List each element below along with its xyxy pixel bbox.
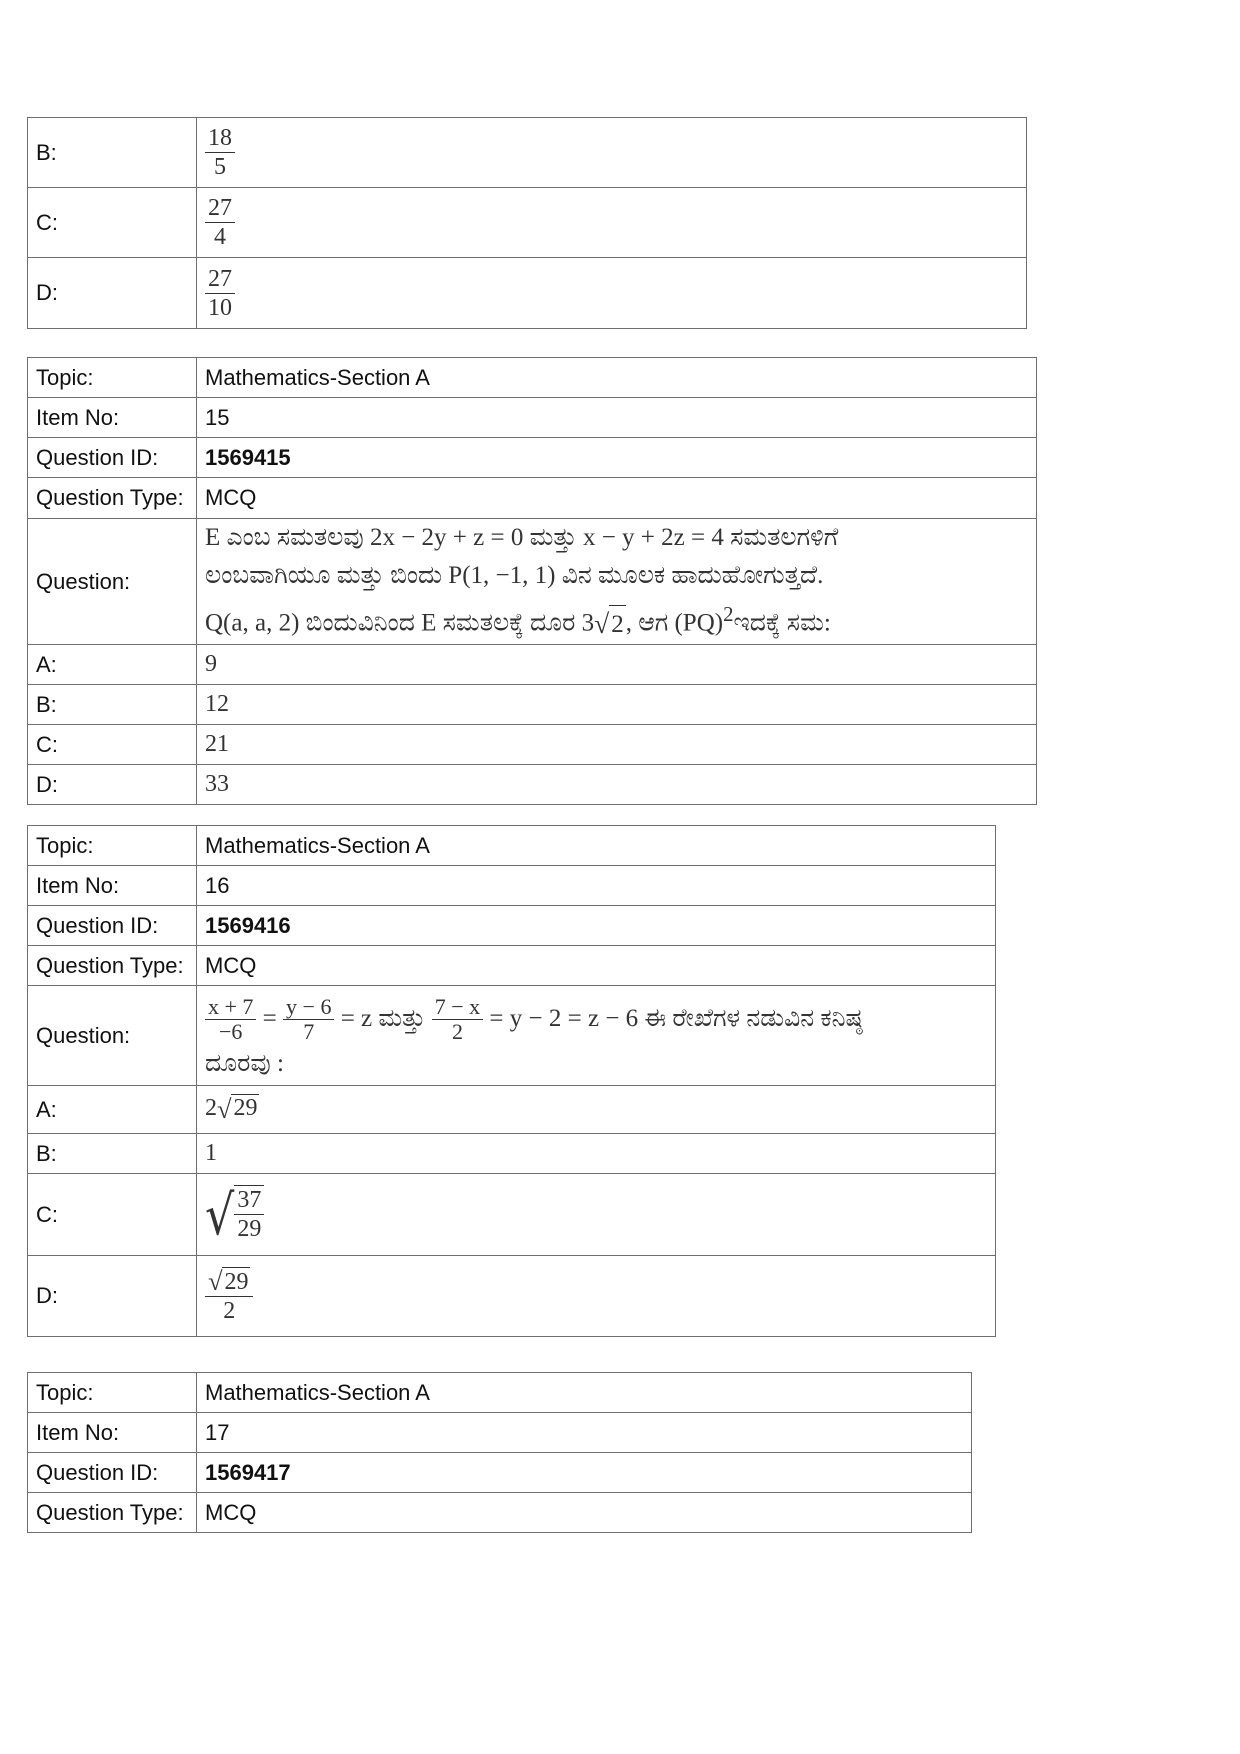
- question-id-label: Question ID:: [28, 906, 197, 946]
- sqrt-radicand: 29: [231, 1094, 259, 1125]
- option-row-c: [28, 725, 1037, 765]
- fraction-denominator: 7: [303, 1019, 315, 1045]
- option-label: B:: [28, 1134, 197, 1174]
- fraction-denominator: 10: [208, 294, 232, 321]
- fraction-denominator: 5: [214, 154, 226, 180]
- option-value: [197, 1256, 996, 1337]
- fraction-numerator: 27: [205, 265, 235, 294]
- option-label: C:: [28, 1174, 197, 1256]
- option-value: 9: [197, 645, 1037, 685]
- question-text: [197, 519, 1037, 645]
- question-type-label: Question Type:: [28, 478, 197, 519]
- option-row-d: [28, 258, 1027, 329]
- option-label: A:: [28, 645, 197, 685]
- fraction-numerator: y − 6: [283, 995, 334, 1020]
- topic-row: [28, 358, 1037, 398]
- topic-label: Topic:: [28, 826, 197, 866]
- question-type-label: Question Type:: [28, 1493, 197, 1533]
- superscript: 2: [723, 602, 734, 626]
- question-type-row: [28, 946, 996, 986]
- option-row-a: [28, 645, 1037, 685]
- option-label: C:: [28, 725, 197, 765]
- sqrt-radicand: 2: [609, 605, 626, 644]
- question-id-row: [28, 438, 1037, 478]
- coefficient: 2: [205, 1095, 217, 1122]
- question-fragment: , ಆಗ (PQ): [625, 609, 724, 637]
- option-value: [197, 1086, 996, 1134]
- option-label: A:: [28, 1086, 197, 1134]
- question-type-value: MCQ: [197, 478, 1037, 519]
- sqrt-icon: √: [594, 608, 610, 640]
- topic-label: Topic:: [28, 358, 197, 398]
- item-no-label: Item No:: [28, 1413, 197, 1453]
- option-value: [197, 1174, 996, 1256]
- question-line: $\frac{x + 7}{-6}$ = $\frac{y - 6}{7}$ = z ಮತ್ತು $\frac{7 - x}{2}$ = y − 2 = z − 6 ಈ ರೇಖೆಗಳ ನಡುವಿನ ಕನಿಷ್ಠ: [205, 991, 987, 1047]
- option-value: 1: [197, 1134, 996, 1174]
- topic-value: Mathematics-Section A: [197, 1373, 972, 1413]
- question-line: ಲಂಬವಾಗಿಯೂ ಮತ್ತು ಬಿಂದು P(1, −1, 1) ವಿನ ಮೂಲಕ ಹಾದುಹೋಗುತ್ತದೆ.: [205, 562, 824, 589]
- option-label: B:: [28, 685, 197, 725]
- option-label: B:: [28, 118, 197, 188]
- question-line: E ಎಂಬ ಸಮತಲವು 2x − 2y + z = 0 ಮತ್ತು x − y + 2z = 4 ಸಮತಲಗಳಿಗೆ: [205, 524, 839, 551]
- question-fragment: ಇದಕ್ಕೆ ಸಮ:: [733, 609, 831, 637]
- item-no-row: [28, 1413, 972, 1453]
- fraction-denominator: 2: [223, 1298, 236, 1325]
- question-id-row: [28, 1453, 972, 1493]
- item-no-row: [28, 398, 1037, 438]
- option-row-d: [28, 765, 1037, 805]
- option-value: [197, 188, 1027, 258]
- question-id-label: Question ID:: [28, 1453, 197, 1493]
- question-17-table: [27, 1372, 972, 1533]
- sqrt-icon: √: [208, 1266, 223, 1297]
- option-label: D:: [28, 258, 197, 329]
- question-label: Question:: [28, 986, 197, 1086]
- question-id-row: [28, 906, 996, 946]
- sqrt-icon: √: [217, 1094, 232, 1124]
- fraction-denominator: −6: [219, 1019, 243, 1045]
- topic-row: [28, 826, 996, 866]
- item-no-value: 17: [197, 1413, 972, 1453]
- option-row-c: [28, 188, 1027, 258]
- fraction-denominator: 4: [214, 224, 226, 250]
- option-value: 21: [197, 725, 1037, 765]
- option-label: D:: [28, 765, 197, 805]
- question-type-label: Question Type:: [28, 946, 197, 986]
- fraction-numerator: 27: [205, 194, 235, 223]
- fraction-denominator: 2: [451, 1019, 463, 1045]
- question-line: ದೂರವು :: [205, 1049, 284, 1077]
- option-row-b: [28, 1134, 996, 1174]
- question-type-row: [28, 478, 1037, 519]
- question-line: [205, 595, 1028, 644]
- topic-value: Mathematics-Section A: [197, 826, 996, 866]
- option-row-b: [28, 685, 1037, 725]
- question-row: [28, 986, 996, 1086]
- fraction-numerator: x + 7: [205, 995, 256, 1020]
- question-16-table: [27, 825, 996, 1337]
- option-label: D:: [28, 1256, 197, 1337]
- item-no-value: 16: [197, 866, 996, 906]
- fraction-numerator: 7 − x: [432, 995, 483, 1020]
- fraction-numerator: [205, 1267, 253, 1298]
- item-no-row: [28, 866, 996, 906]
- question-fragment: = z ಮತ್ತು: [340, 1004, 426, 1032]
- item-no-label: Item No:: [28, 866, 197, 906]
- question-type-value: MCQ: [197, 1493, 972, 1533]
- sqrt-radicand: 29: [224, 1269, 249, 1296]
- question-id-value: 1569417: [197, 1453, 972, 1493]
- option-value: 12: [197, 685, 1037, 725]
- option-row-b: [28, 118, 1027, 188]
- question-15-table: [27, 357, 1037, 805]
- fraction-numerator: 18: [205, 124, 235, 153]
- question-label: Question:: [28, 519, 197, 645]
- fraction-denominator: 29: [237, 1215, 262, 1242]
- question-id-label: Question ID:: [28, 438, 197, 478]
- question-row: [28, 519, 1037, 645]
- question-fragment: Q(a, a, 2) ಬಿಂದುವಿನಿಂದ E ಸಮತಲಕ್ಕೆ ದೂರ 3: [205, 609, 595, 637]
- option-row-d: [28, 1256, 996, 1337]
- option-row-c: [28, 1174, 996, 1256]
- option-row-a: [28, 1086, 996, 1134]
- question-type-row: [28, 1493, 972, 1533]
- question-text: [197, 986, 996, 1086]
- item-no-label: Item No:: [28, 398, 197, 438]
- sqrt-icon: √: [205, 1182, 235, 1247]
- question-id-value: 1569415: [197, 438, 1037, 478]
- fraction-numerator: 37: [234, 1186, 264, 1215]
- topic-row: [28, 1373, 972, 1413]
- item-no-value: 15: [197, 398, 1037, 438]
- option-value: [197, 118, 1027, 188]
- question-type-value: MCQ: [197, 946, 996, 986]
- question-id-value: 1569416: [197, 906, 996, 946]
- option-value: [197, 258, 1027, 329]
- topic-value: Mathematics-Section A: [197, 358, 1037, 398]
- option-label: C:: [28, 188, 197, 258]
- question-fragment: = y − 2 = z − 6 ಈ ರೇಖೆಗಳ ನಡುವಿನ ಕನಿಷ್ಠ: [489, 1004, 863, 1032]
- option-value: 33: [197, 765, 1037, 805]
- topic-label: Topic:: [28, 1373, 197, 1413]
- prev-question-options-table: [27, 117, 1027, 329]
